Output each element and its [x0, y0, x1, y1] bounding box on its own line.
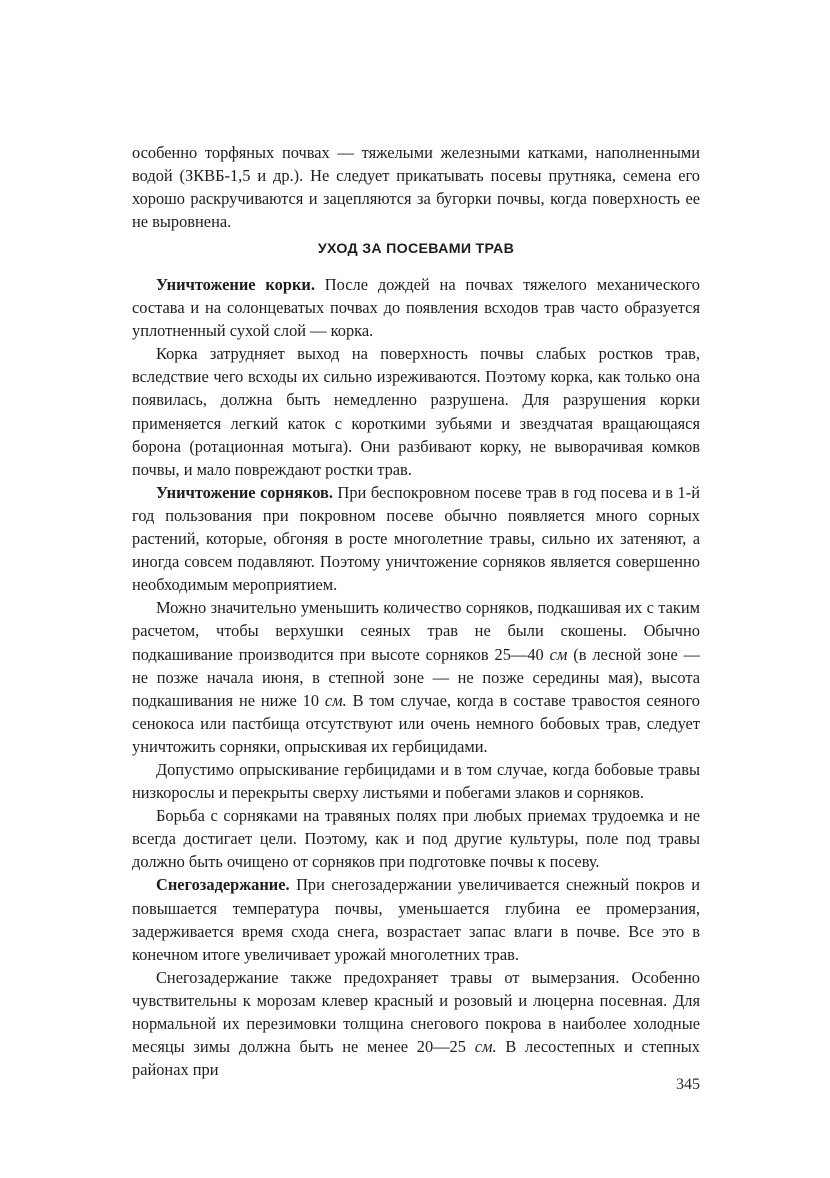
paragraph-crust-effects: Корка затрудняет выход на поверхность почвы слабых ростков трав, вследствие чего всходы их сильно изреживаются. Поэтому корка, как только она появилась, должна быть немедленно разрушена. Для разрушения корки применяется легкий каток с короткими зубьями и звездчатая вращающаяся борона (ротационная мотыга). Они разбивают корку, не выворачивая комков почвы, и мало повреждают ростки трав.	[132, 344, 700, 479]
page-number: 345	[676, 1076, 700, 1093]
paragraph-lead: Снегозадержание.	[156, 875, 290, 895]
paragraph-text: (в лесной зоне — не позже начала июня, в степной зоне — не позже середины мая), высота подкашивания не ниже 10	[132, 644, 700, 710]
paragraph-weed-control: Борьба с сорняками на травяных полях при любых приемах трудоемка и не всегда достигает цели. Поэтому, как и под другие культуры, поле под травы должно быть очищено от сорняков при подготовке почвы к посеву.	[132, 806, 700, 872]
paragraph-crust-removal	[132, 273, 700, 342]
unit-label: см.	[324, 690, 347, 710]
paragraph-text: При снегозадержании увеличивается снежный покров и повышается температура почвы, уменьшается глубина ее промерзания, задерживается время схода снега, возрастает запас влаги в почве. Все это в конечном итоге увеличивает урожай многолетних трав.	[132, 875, 700, 964]
paragraph-text: При беспокровном посеве трав в год посева и в 1-й год пользования при покровном посеве обычно появляется много сорных растений, которые, обгоняя в росте многолетние травы, сильно их затеняют, а иногда совсем подавляют. Поэтому уничтожение сорняков является совершенно необходимым мероприятием.	[132, 482, 700, 595]
section-heading: УХОД ЗА ПОСЕВАМИ ТРАВ	[317, 241, 515, 257]
paragraph-text: В лесостепных и степных районах при	[132, 1037, 701, 1080]
intro-paragraph: особенно торфяных почвах — тяжелыми железными катками, наполненными водой (ЗКВБ-1,5 и др.). Не следует прикатывать посевы прутняка, семена его хорошо раскручиваются и зацепляются за бугорки почвы, когда поверхность ее не выровнена.	[132, 143, 700, 232]
paragraph-mowing	[132, 596, 700, 758]
paragraph-text: После дождей на почвах тяжелого механического состава и на солонцеватых почвах до появления всходов трав часто образуется уплотненный сухой слой — корка.	[132, 275, 700, 341]
paragraph-text: Можно значительно уменьшить количество сорняков, подкашивая их с таким расчетом, чтобы верхушки сеяных трав не были скошены. Обычно подкашивание производится при высоте сорняков 25—40	[132, 598, 700, 664]
unit-label: см.	[474, 1037, 497, 1057]
unit-label: см	[549, 644, 568, 664]
paragraph-text: Снегозадержание также предохраняет травы от вымерзания. Особенно чувствительны к морозам клевер красный и розовый и люцерна посевная. Для нормальной их перезимовки толщина снегового покрова в наиболее холодные месяцы зимы должна быть не менее 20—25	[132, 967, 700, 1057]
main-text	[132, 273, 700, 1081]
intro-text	[132, 141, 700, 233]
paragraph-snow-retention	[132, 873, 700, 965]
paragraph-lead: Уничтожение корки.	[156, 275, 315, 294]
paragraph-frost-protection	[132, 966, 700, 1081]
paragraph-herbicides: Допустимо опрыскивание гербицидами и в том случае, когда бобовые травы низкорослы и перекрыты сверху листьями и побегами злаков и сорняков.	[132, 759, 700, 803]
paragraph-lead: Уничтожение сорняков.	[156, 482, 333, 502]
paragraph-weed-removal	[132, 481, 700, 596]
paragraph-text: В том случае, когда в составе травостоя сеяного сенокоса или пастбища отсутствуют или очень немного бобовых трав, следует уничтожить сорняки, опрыскивая их гербицидами.	[132, 690, 700, 756]
